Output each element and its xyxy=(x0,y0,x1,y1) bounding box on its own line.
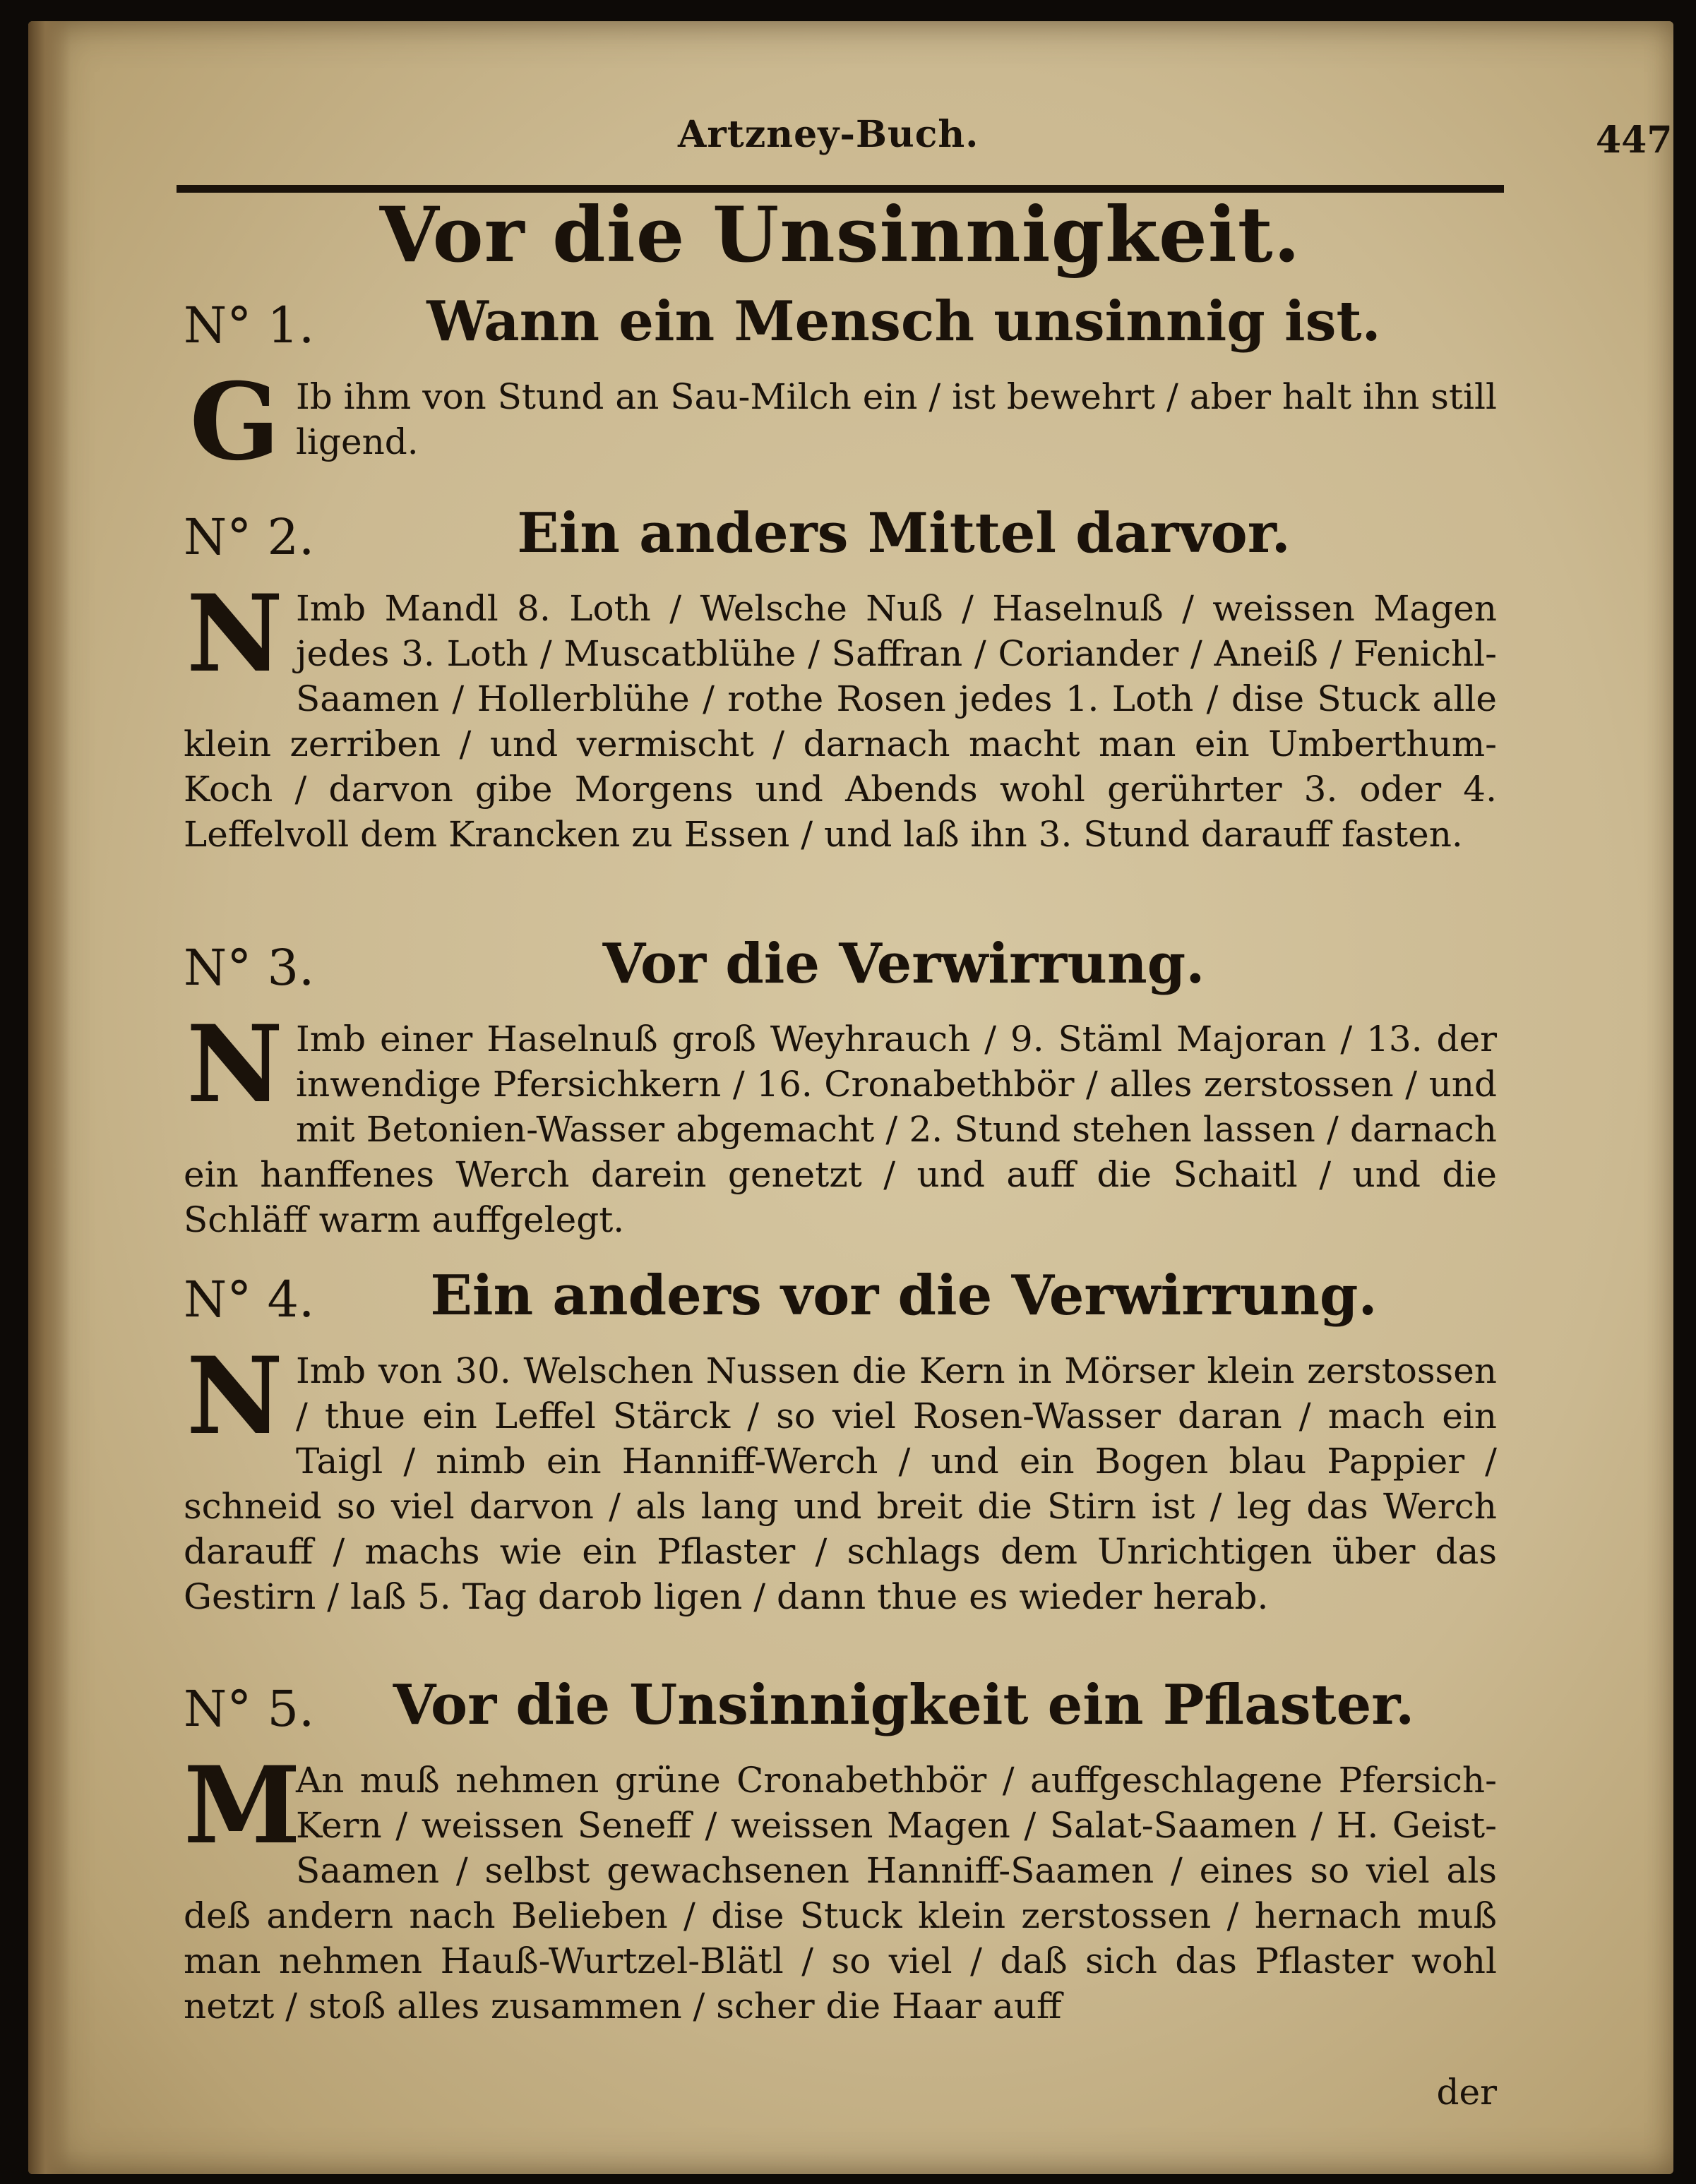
section-paragraph xyxy=(184,572,1497,857)
section-3 xyxy=(184,932,1497,1242)
section-heading xyxy=(184,932,1497,1016)
drop-cap: G xyxy=(189,360,280,484)
section-title: Wann ein Mensch unsinnig ist. xyxy=(426,289,1381,354)
section-number: N° 1. xyxy=(184,296,315,354)
section-number: N° 4. xyxy=(184,1271,315,1328)
section-heading xyxy=(184,289,1497,374)
section-text: Ib ihm von Stund an Sau-Milch ein / ist bewehrt / aber halt ihn still ligend. xyxy=(296,376,1497,462)
section-1 xyxy=(184,289,1497,484)
page-content xyxy=(28,21,1673,2174)
running-head: Artzney-Buch. xyxy=(678,113,979,156)
section-title: Vor die Verwirrung. xyxy=(602,932,1205,996)
section-4 xyxy=(184,1264,1497,1619)
chapter-title: Vor die Unsinnigkeit. xyxy=(379,191,1301,280)
drop-cap: N xyxy=(186,572,284,696)
drop-cap: N xyxy=(186,1334,284,1458)
drop-cap: N xyxy=(186,1002,284,1127)
section-text: An muß nehmen grüne Cronabethbör / auffgeschlagene Pfersich-Kern / weissen Seneff / weissen Magen / Salat-Saamen / H. Geist-Saamen / selbst gewachsenen Hanniff-Saamen / eines so viel als deß andern nach Belieben / dise Stuck klein zerstossen / hernach muß man nehmen Hauß-Wurtzel-Blätl / so viel / daß sich das Pflaster wohl netzt / stoß alles zusammen / scher die Haar auff xyxy=(184,1760,1497,2027)
section-paragraph xyxy=(184,1002,1497,1242)
section-paragraph xyxy=(184,1334,1497,1619)
section-title: Ein anders vor die Verwirrung. xyxy=(430,1264,1378,1328)
section-paragraph xyxy=(184,360,1497,484)
drop-cap: M xyxy=(184,1744,301,1868)
section-number: N° 5. xyxy=(184,1680,315,1738)
section-heading xyxy=(184,1673,1497,1758)
catchword: der xyxy=(1436,2072,1497,2113)
section-text: Imb einer Haselnuß groß Weyhrauch / 9. Stäml Majoran / 13. der inwendige Pfersichkern / 16. Cronabethbör / alles zerstossen / und mit Betonien-Wasser abgemacht / 2. Stund stehen lassen / darnach ein hanffenes Werch darein genetzt / und auff die Schaitl / und die Schläff warm auffgelegt. xyxy=(184,1019,1497,1240)
section-number: N° 3. xyxy=(184,939,315,997)
section-number: N° 2. xyxy=(184,508,315,566)
section-2 xyxy=(184,501,1497,857)
section-text: Imb Mandl 8. Loth / Welsche Nuß / Haselnuß / weissen Magen jedes 3. Loth / Muscatblühe / Saffran / Coriander / Aneiß / Fenichl-Saamen / Hollerblühe / rothe Rosen jedes 1. Loth / dise Stuck alle klein zerriben / und vermischt / darnach macht man ein Umberthum-Koch / darvon gibe Morgens und Abends wohl gerührter 3. oder 4. Leffelvoll dem Krancken zu Essen / und laß ihn 3. Stund darauff fasten. xyxy=(184,588,1497,855)
section-heading xyxy=(184,501,1497,586)
section-title: Ein anders Mittel darvor. xyxy=(517,501,1291,565)
section-heading xyxy=(184,1264,1497,1348)
section-5 xyxy=(184,1673,1497,2029)
section-title: Vor die Unsinnigkeit ein Pflaster. xyxy=(393,1673,1415,1737)
section-paragraph xyxy=(184,1744,1497,2029)
book-page xyxy=(28,21,1673,2174)
section-text: Imb von 30. Welschen Nussen die Kern in Mörser klein zerstossen / thue ein Leffel Stärck / so viel Rosen-Wasser daran / mach ein Taigl / nimb ein Hanniff-Werch / und ein Bogen blau Pappier / schneid so viel darvon / als lang und breit die Stirn ist / leg das Werch darauff / machs wie ein Pflaster / schlags dem Unrichtigen über das Gestirn / laß 5. Tag darob ligen / dann thue es wieder herab. xyxy=(184,1350,1497,1617)
page-number: 447 xyxy=(1596,119,1673,162)
